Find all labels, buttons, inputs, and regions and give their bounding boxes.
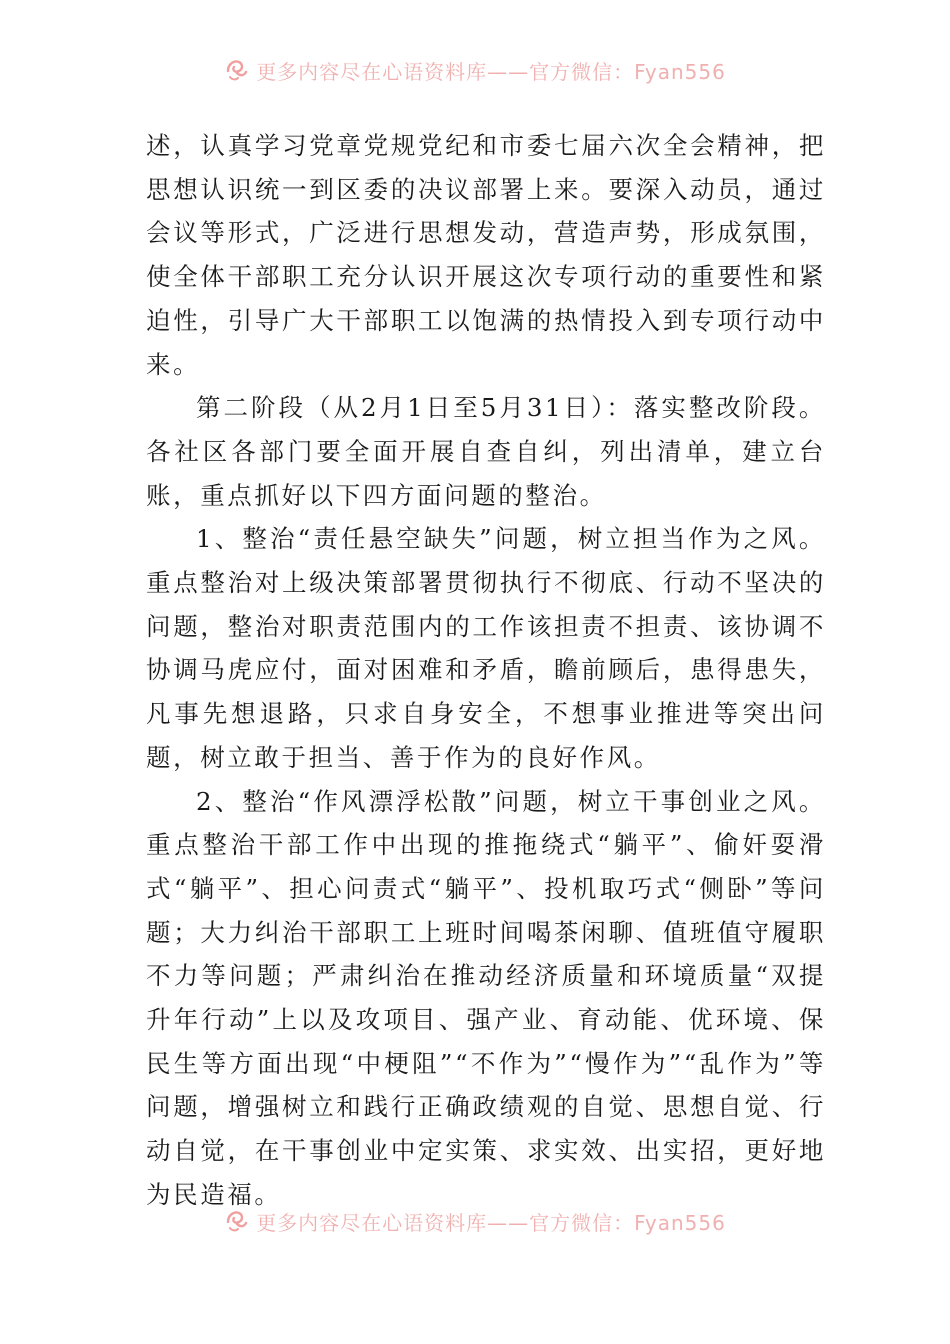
- paragraph-item-1: 1、整治“责任悬空缺失”问题，树立担当作为之风。重点整治对上级决策部署贯彻执行不彻底、行动不坚决的问题，整治对职责范围内的工作该担责不担责、该协调不协调马虎应付，面对困难和矛盾，瞻前顾后，患得患失，凡事先想退路，只求自身安全，不想事业推进等突出问题，树立敢于担当、善于作为的良好作风。: [146, 524, 826, 772]
- seal-logo-icon: [224, 57, 250, 83]
- document-body: [146, 124, 826, 1217]
- seal-logo-icon: [224, 1208, 250, 1234]
- footer-watermark: [0, 1206, 950, 1236]
- watermark-text: 更多内容尽在心语资料库——官方微信：Fyan556: [256, 1210, 726, 1235]
- paragraph-stage-two: 第二阶段（从2月1日至5月31日）：落实整改阶段。各社区各部门要全面开展自查自纠，列出清单，建立台账，重点抓好以下四方面问题的整治。: [146, 393, 826, 510]
- paragraph-continuation: 述，认真学习党章党规党纪和市委七届六次全会精神，把思想认识统一到区委的决议部署上来。要深入动员，通过会议等形式，广泛进行思想发动，营造声势，形成氛围，使全体干部职工充分认识开展这次专项行动的重要性和紧迫性，引导广大干部职工以饱满的热情投入到专项行动中来。: [146, 131, 826, 379]
- header-watermark: [0, 55, 950, 85]
- paragraph-item-2: 2、整治“作风漂浮松散”问题，树立干事创业之风。重点整治干部工作中出现的推拖绕式“躺平”、偷奸耍滑式“躺平”、担心问责式“躺平”、投机取巧式“侧卧”等问题；大力纠治干部职工上班时间喝茶闲聊、值班值守履职不力等问题；严肃纠治在推动经济质量和环境质量“双提升年行动”上以及攻项目、强产业、育动能、优环境、保民生等方面出现“中梗阻”“不作为”“慢作为”“乱作为”等问题，增强树立和践行正确政绩观的自觉、思想自觉、行动自觉，在干事创业中定实策、求实效、出实招，更好地为民造福。: [146, 786, 826, 1209]
- watermark-text: 更多内容尽在心语资料库——官方微信：Fyan556: [256, 59, 726, 84]
